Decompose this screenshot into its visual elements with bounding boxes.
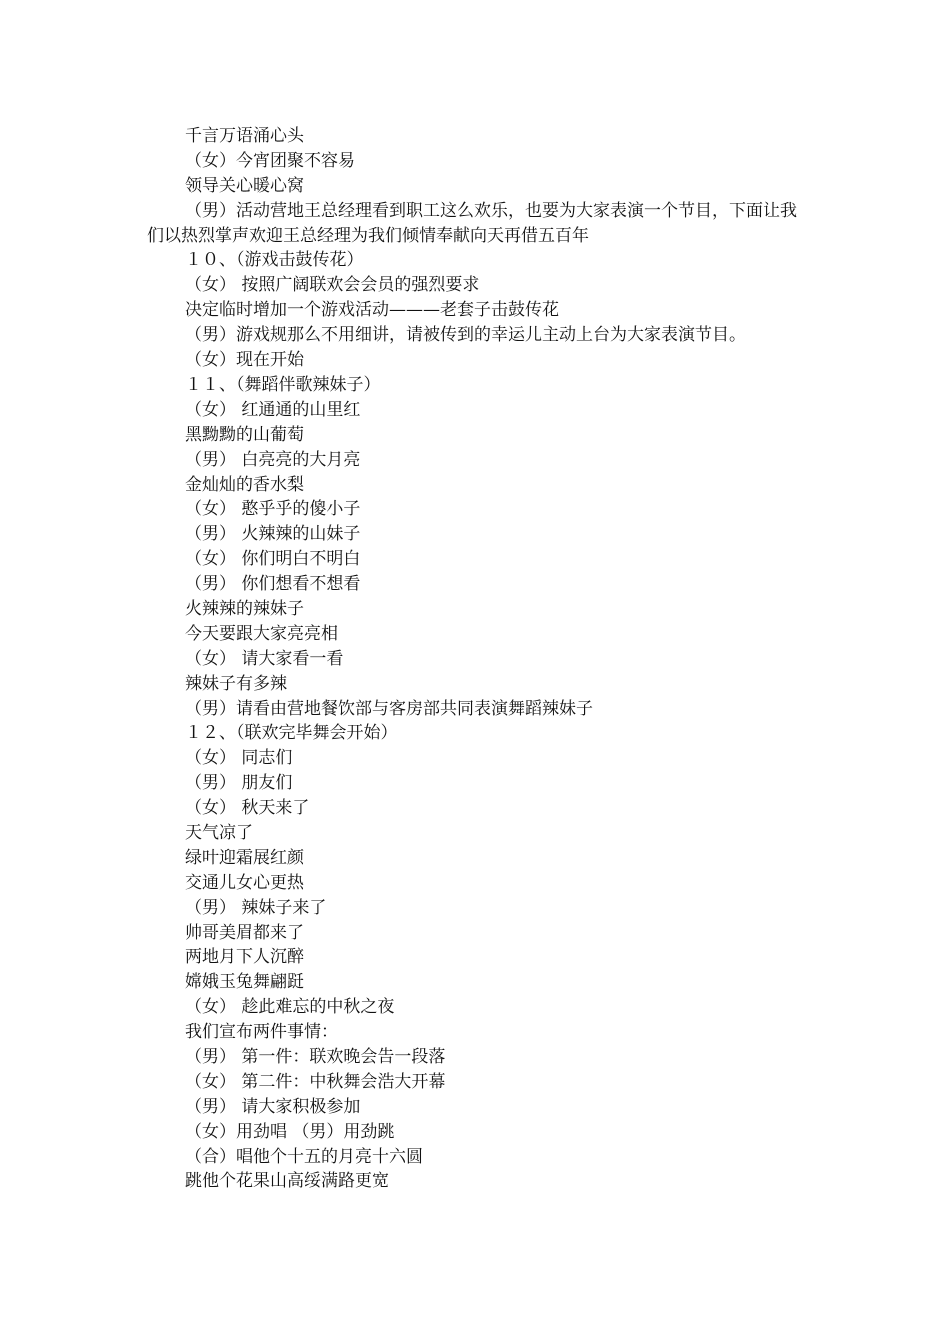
text-line: 跳他个花果山高绥满路更宽	[185, 1171, 389, 1192]
text-line: （女） 你们明白不明白	[185, 549, 361, 570]
text-line: （女） 按照广阔联欢会会员的强烈要求	[185, 275, 480, 296]
text-line: 两地月下人沉醉	[185, 947, 304, 968]
text-line: （女） 红通通的山里红	[185, 399, 361, 420]
text-line: （男） 请大家积极参加	[185, 1096, 361, 1117]
text-paragraph: （男）活动营地王总经理看到职工这么欢乐，也要为大家表演一个节目，下面让我们以热烈掌声欢迎王总经理为我们倾情奉献向天再借五百年	[147, 200, 797, 246]
text-line: （男） 白亮亮的大月亮	[185, 449, 361, 470]
text-line: （男） 辣妹子来了	[185, 897, 327, 918]
text-line: （男）请看由营地餐饮部与客房部共同表演舞蹈辣妹子	[185, 698, 593, 719]
document-body	[147, 124, 807, 1194]
text-line: 领导关心暖心窝	[185, 175, 304, 196]
text-line: （女） 憨乎乎的傻小子	[185, 499, 361, 520]
text-line: １１、（舞蹈伴歌辣妹子）	[185, 374, 381, 395]
text-line: 火辣辣的辣妹子	[185, 598, 304, 619]
text-line: 我们宣布两件事情：	[185, 1022, 338, 1043]
text-line: （女） 秋天来了	[185, 798, 310, 819]
text-line: （合）唱他个十五的月亮十六圆	[185, 1146, 423, 1167]
text-line: （女）现在开始	[185, 350, 304, 371]
text-line: （女）今宵团聚不容易	[185, 150, 355, 171]
text-line: （男） 火辣辣的山妹子	[185, 524, 361, 545]
text-line: １２、（联欢完毕舞会开始）	[185, 723, 398, 744]
text-line: 今天要跟大家亮亮相	[185, 623, 338, 644]
text-line: 天气凉了	[185, 822, 253, 843]
text-line: （男） 你们想看不想看	[185, 574, 361, 595]
text-line: （男） 第一件：联欢晚会告一段落	[185, 1047, 446, 1067]
text-line: （女） 第二件：中秋舞会浩大开幕	[185, 1071, 446, 1092]
text-line: 嫦娥玉兔舞翩跹	[185, 972, 304, 993]
text-line: 决定临时增加一个游戏活动———老套子击鼓传花	[185, 300, 559, 321]
text-line: （女） 同志们	[185, 748, 293, 769]
text-line: （女） 请大家看一看	[185, 648, 344, 669]
text-line: 千言万语涌心头	[185, 126, 304, 146]
text-line: １０、（游戏击鼓传花）	[185, 250, 364, 271]
text-line: 辣妹子有多辣	[185, 673, 287, 694]
text-line: 交通儿女心更热	[185, 872, 304, 893]
text-line: （女） 趁此难忘的中秋之夜	[185, 997, 395, 1018]
text-line: 黑黝黝的山葡萄	[185, 424, 304, 445]
text-line: 帅哥美眉都来了	[185, 922, 304, 943]
text-line: （女）用劲唱 （男）用劲跳	[185, 1121, 395, 1142]
text-line: 绿叶迎霜展红颜	[185, 847, 304, 868]
text-line: 金灿灿的香水梨	[185, 474, 304, 495]
text-line: （男） 朋友们	[185, 773, 293, 794]
text-paragraph: （男）游戏规那么不用细讲，请被传到的幸运儿主动上台为大家表演节目。	[185, 325, 746, 346]
